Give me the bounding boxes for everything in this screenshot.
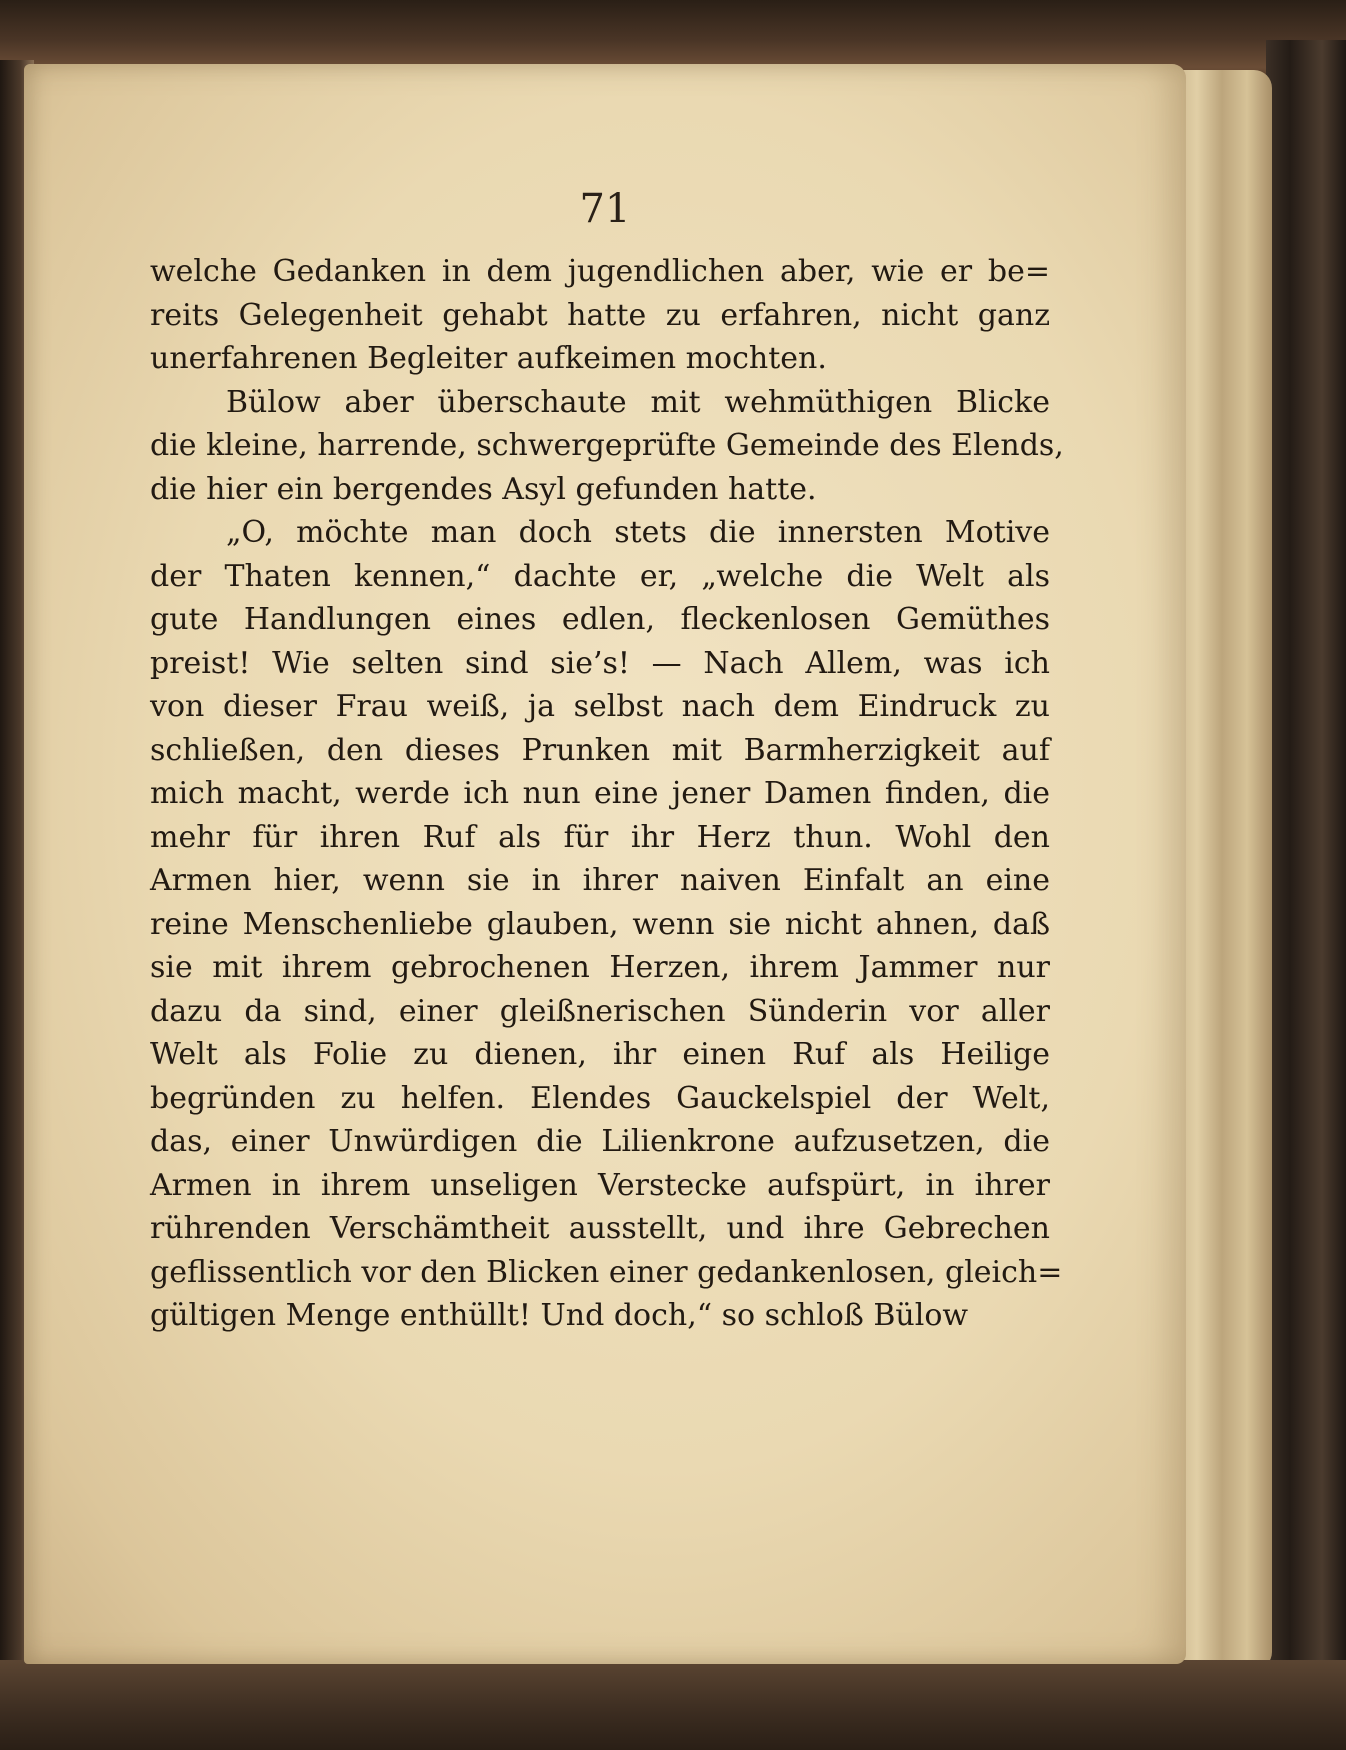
- text-line: Armen hier, wenn sie in ihrer naiven Einfalt an eine: [150, 863, 1050, 898]
- text-line: welche Gedanken in dem jugendlichen aber, wie er be=: [150, 254, 1050, 289]
- text-line: reine Menschenliebe glauben, wenn sie nicht ahnen, daß: [150, 906, 1050, 942]
- text-line: geflissentlich vor den Blicken einer gedankenlosen, gleich=: [150, 1254, 1063, 1290]
- text-line: Welt als Folie zu dienen, ihr einen Ruf als Heilige: [150, 1037, 1050, 1072]
- book-page: [24, 64, 1186, 1664]
- text-line: die kleine, harrende, schwergeprüfte Gemeinde des Elends,: [150, 428, 1064, 463]
- text-line: Bülow aber überschaute mit wehmüthigen Blicke: [226, 384, 1050, 420]
- text-line: begründen zu helfen. Elendes Gauckelspiel der Welt,: [150, 1080, 1050, 1116]
- text-line: gute Handlungen eines edlen, fleckenlosen Gemüthes: [150, 602, 1050, 637]
- page-number: 71: [579, 186, 631, 232]
- page-text-body: [150, 250, 1064, 1338]
- text-line: Armen in ihrem unseligen Verstecke aufspürt, in ihrer: [150, 1167, 1050, 1203]
- book-cover-right: [1266, 40, 1346, 1750]
- text-line: das, einer Unwürdigen die Lilienkrone aufzusetzen, die: [150, 1124, 1050, 1159]
- text-line: „O, möchte man doch stets die innersten Motive: [226, 515, 1050, 550]
- text-line: preist! Wie selten sind sie’s! — Nach Allem, was ich: [150, 645, 1050, 681]
- text-line: unerfahrenen Begleiter aufkeimen mochten.: [150, 341, 827, 376]
- text-line: die hier ein bergendes Asyl gefunden hatte.: [150, 471, 817, 507]
- page-block-edge: [1172, 70, 1272, 1670]
- text-line: gültigen Menge enthüllt! Und doch,“ so schloß Bülow: [150, 1298, 969, 1333]
- text-line: rührenden Verschämtheit ausstellt, und ihre Gebrechen: [150, 1211, 1050, 1246]
- text-line: sie mit ihrem gebrochenen Herzen, ihrem Jammer nur: [150, 950, 1050, 985]
- text-line: der Thaten kennen,“ dachte er, „welche die Welt als: [150, 558, 1050, 594]
- text-line: reits Gelegenheit gehabt hatte zu erfahren, nicht ganz: [150, 297, 1050, 333]
- text-line: schließen, den dieses Prunken mit Barmherzigkeit auf: [150, 732, 1050, 768]
- text-line: dazu da sind, einer gleißnerischen Sünderin vor aller: [150, 993, 1050, 1029]
- text-line: mehr für ihren Ruf als für ihr Herz thun. Wohl den: [150, 819, 1050, 855]
- text-line: mich macht, werde ich nun eine jener Damen finden, die: [150, 776, 1050, 811]
- text-line: von dieser Frau weiß, ja selbst nach dem Eindruck zu: [150, 689, 1050, 724]
- book-bottom-edge: [0, 1660, 1346, 1750]
